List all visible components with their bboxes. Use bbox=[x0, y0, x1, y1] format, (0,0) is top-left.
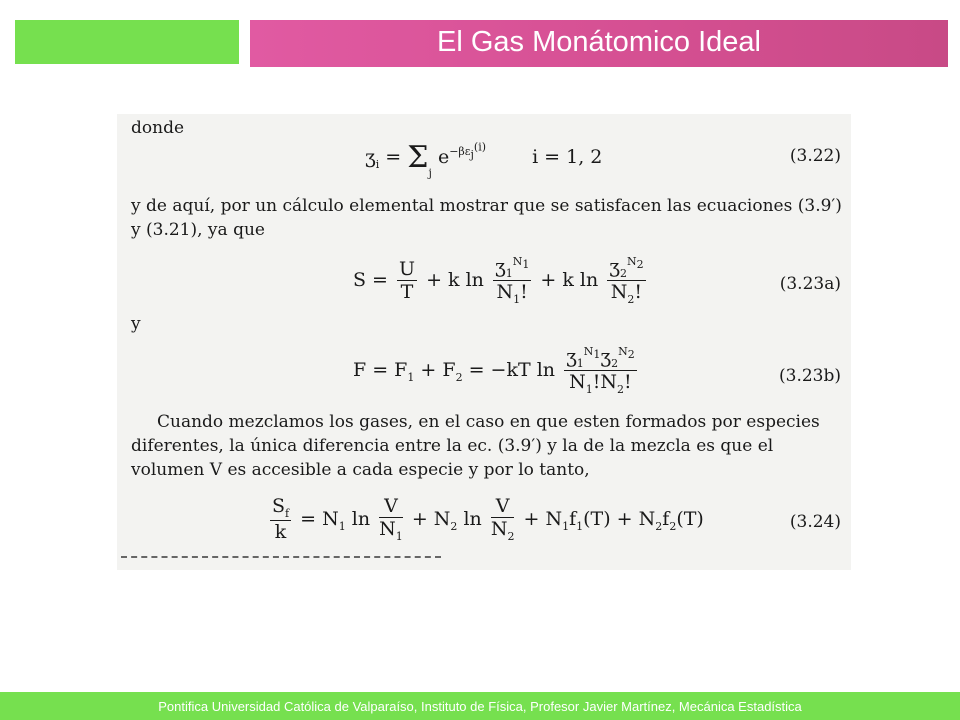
paragraph-line-1: Cuando mezclamos los gases, en el caso en que esten formados por especies bbox=[157, 412, 820, 432]
equation-3-23a: S = $\frac{U}{T}$ + k ln $\frac{ʒ_1^{N_1}}{N_1!}$ + k ln $\frac{ʒ_2^{N_2}}{N_2!}$ bbox=[353, 255, 644, 307]
paragraph-line-2: diferentes, la única diferencia entre la ec. (3.9′) y la de la mezcla es que el bbox=[131, 436, 774, 456]
text-line-1: y de aquí, por un cálculo elemental mostrar que se satisfacen las ecuaciones (3.9′) bbox=[131, 196, 842, 216]
equation-3-22: ʒ$_i$ = $\Sigma_j$ $e^{-\beta\varepsilon_j^{(i)}}$ i = 1, 2 bbox=[365, 140, 603, 180]
equation-number-3-23b: (3.23b) bbox=[779, 366, 841, 386]
equation-number-3-24: (3.24) bbox=[789, 512, 841, 532]
footer-bar bbox=[0, 692, 960, 720]
text-y: y bbox=[131, 314, 141, 334]
text-donde: donde bbox=[131, 118, 185, 138]
equation-3-24: $\frac{S_f}{k}$ = $N_1$ ln $\frac{V}{N_1}$ + $N_2$ ln $\frac{V}{N_2}$ + $N_1f_1(T) + N_2f_2(T)$ bbox=[272, 495, 704, 544]
scan-bottom-line bbox=[121, 556, 441, 558]
footer-text: Pontifica Universidad Católica de Valparaíso, Instituto de Física, Profesor Javier Martínez, Mecánica Estadística bbox=[158, 699, 802, 714]
slide-title: El Gas Monátomico Ideal bbox=[437, 26, 761, 58]
scanned-page-image bbox=[117, 114, 851, 570]
equation-number-3-22: (3.22) bbox=[789, 146, 841, 166]
equation-3-23b: $F = F_1 + F_2 = -kT$ ln $\frac{ʒ_1^{N_1}ʒ_2^{N_2}}{N_1!N_2!}$ bbox=[353, 345, 635, 397]
equation-number-3-23a: (3.23a) bbox=[779, 274, 841, 294]
green-header-block bbox=[15, 20, 239, 64]
paragraph-line-3: volumen V es accesible a cada especie y por lo tanto, bbox=[131, 460, 590, 480]
text-line-2: y (3.21), ya que bbox=[131, 220, 265, 240]
title-bar bbox=[250, 20, 948, 67]
